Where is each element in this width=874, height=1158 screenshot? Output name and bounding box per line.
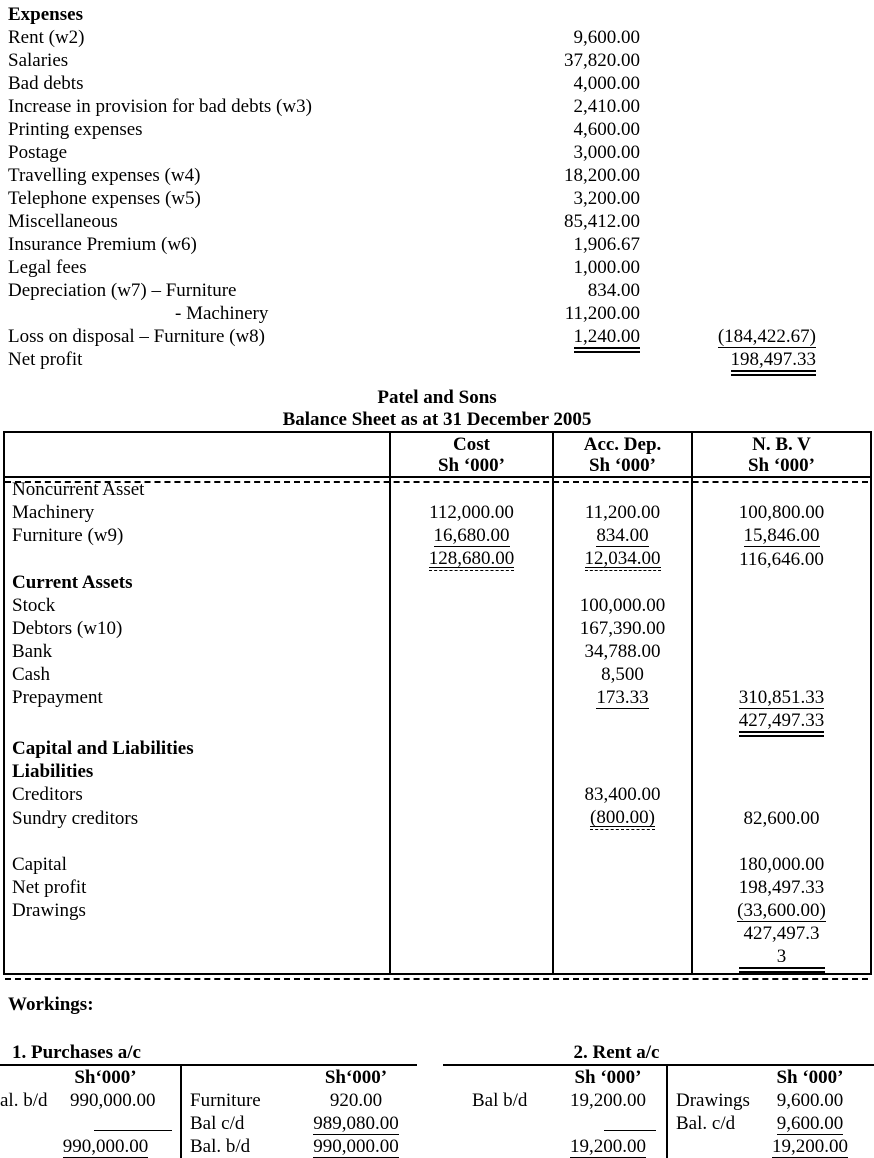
bs-row: [4, 640, 871, 663]
expense-label: Legal fees: [8, 257, 87, 278]
t-account-entry-amount: 990,000.00: [313, 1136, 399, 1158]
bs-value: [692, 640, 871, 663]
bs-value: [390, 501, 553, 524]
t-account-left-side: [443, 1066, 668, 1158]
expense-amount-col2: [640, 256, 822, 279]
t-account-entry-label: Furniture: [190, 1090, 261, 1111]
bs-row: [4, 737, 871, 760]
bs-amount-text: 128,680.00: [428, 548, 515, 569]
bs-value: [692, 783, 871, 806]
bs-row: [4, 760, 871, 783]
expense-amount: 11,200.00: [564, 303, 640, 324]
bs-row: [4, 853, 871, 876]
bs-amount: 3: [739, 946, 825, 973]
balance-sheet-title: Balance Sheet as at 31 December 2005: [282, 409, 592, 430]
bs-col-header-line1: Cost: [453, 433, 490, 455]
bs-amount: 83,400.00: [584, 784, 661, 805]
expense-label: Net profit: [8, 349, 83, 370]
t-account-row: [182, 1089, 417, 1112]
bs-label: Net profit: [12, 877, 87, 898]
bs-label: Stock: [12, 595, 56, 616]
bs-amount: 112,000.00: [429, 502, 514, 523]
bs-label: Liabilities: [12, 761, 94, 782]
bs-value: [692, 547, 871, 571]
bs-label: Prepayment: [12, 687, 103, 708]
bs-row: [4, 617, 871, 640]
bs-amount: 15,846.00: [743, 525, 820, 546]
t-account-entry-label: Bal. b/d: [190, 1136, 251, 1157]
t-account-entry-label: al. b/d: [0, 1090, 48, 1111]
expense-row: [8, 118, 874, 141]
expense-row: [8, 26, 874, 49]
t-account-title-text: 2. Rent a/c: [573, 1042, 660, 1063]
t-account-entry-label: [443, 1135, 472, 1158]
expense-amount: 3,000.00: [573, 142, 640, 163]
t-account-total-rule: [604, 1112, 656, 1131]
bs-value: [692, 945, 871, 974]
expenses-section: [8, 3, 874, 371]
bs-value: [553, 640, 692, 663]
expense-amount-col2: [640, 348, 822, 376]
t-account-title: [0, 1042, 417, 1064]
expense-amount-col1: [460, 210, 640, 233]
bs-label: Machinery: [12, 502, 95, 523]
bs-value: [692, 524, 871, 547]
bs-row: [4, 945, 871, 974]
bs-label: Capital: [12, 854, 67, 875]
expense-amount-col2: [640, 210, 822, 233]
expense-label: Miscellaneous: [8, 211, 118, 232]
t-account-row: [668, 1089, 874, 1112]
t-account-entry-amount: 19,200.00: [570, 1090, 646, 1111]
expense-label: Travelling expenses (w4): [8, 165, 201, 186]
t-account-col-header: Sh‘000’: [74, 1067, 137, 1088]
bs-value: [390, 686, 553, 709]
t-account-right-side: [668, 1066, 874, 1158]
expense-row: [8, 233, 874, 256]
bs-col-header-line1: N. B. V: [752, 433, 811, 455]
expenses-heading: Expenses: [8, 4, 83, 25]
bs-value: [553, 830, 692, 853]
bs-label: [4, 709, 390, 737]
bs-value: [553, 501, 692, 524]
bs-value: [553, 853, 692, 876]
bs-amount: 310,851.33: [738, 687, 825, 708]
expense-label: Salaries: [8, 50, 69, 71]
t-account-row: [0, 1089, 180, 1112]
bs-amount: 167,390.00: [579, 618, 666, 639]
bs-value: [692, 806, 871, 830]
bs-col-header-line2: Sh ‘000’: [588, 454, 657, 476]
expense-label: Bad debts: [8, 73, 84, 94]
bs-value: [553, 783, 692, 806]
bs-row: [4, 571, 871, 594]
t-account: [443, 1042, 874, 1158]
bs-label: Debtors (w10): [12, 618, 123, 639]
expense-amount-col2: [640, 118, 822, 141]
bs-row: [4, 783, 871, 806]
bs-amount: [585, 549, 661, 571]
bs-value: [390, 945, 553, 974]
bs-amount: 100,000.00: [579, 595, 666, 616]
balance-sheet-body: [4, 477, 871, 974]
bs-row: [4, 686, 871, 709]
t-account-amount-box: [552, 1135, 664, 1158]
bs-amount: 180,000.00: [738, 854, 825, 875]
expense-label: Printing expenses: [8, 119, 143, 140]
bs-col-header-line2: Sh ‘000’: [437, 454, 506, 476]
bs-value: [553, 760, 692, 783]
t-account-right-side: [182, 1066, 417, 1158]
t-account-header-row: [0, 1066, 180, 1089]
bs-label: [4, 922, 390, 945]
expense-amount-col1: [460, 118, 640, 141]
t-account-row: [182, 1112, 417, 1135]
bs-row: [4, 663, 871, 686]
expense-row: [8, 279, 874, 302]
bs-value: [390, 899, 553, 922]
t-account-body: [0, 1066, 417, 1158]
t-account-col-header: Sh ‘000’: [574, 1067, 642, 1088]
expense-amount-col1: [460, 164, 640, 187]
bs-value: [390, 783, 553, 806]
t-account-entry-amount: 19,200.00: [570, 1136, 646, 1158]
t-account-row: [443, 1135, 666, 1158]
balance-sheet-title-block: [0, 387, 874, 431]
bs-amount-text: 12,034.00: [584, 548, 661, 569]
bs-row: [4, 922, 871, 945]
expense-amount: 18,200.00: [564, 165, 640, 186]
bs-value: [390, 594, 553, 617]
t-account-header-row: [182, 1066, 417, 1089]
t-account-row: [182, 1135, 417, 1158]
bs-value: [553, 806, 692, 830]
expense-amount-col1: [460, 233, 640, 256]
expense-amount-col2: [640, 187, 822, 210]
t-account-row: [0, 1135, 180, 1158]
bs-value: [390, 806, 553, 830]
t-account-body: [443, 1066, 874, 1158]
bs-label: [4, 945, 390, 974]
t-account-entry-label: Bal c/d: [190, 1113, 245, 1134]
bs-value: [553, 876, 692, 899]
expense-row: [8, 95, 874, 118]
workings-section: [0, 1042, 874, 1158]
bs-value: [553, 571, 692, 594]
t-account-entry-amount: 990,000.00: [63, 1136, 149, 1158]
scan-artifact-dashed-line: [5, 978, 868, 980]
t-account-entry-label: [668, 1135, 676, 1158]
bs-row: [4, 594, 871, 617]
bs-col-header-line2: Sh ‘000’: [747, 454, 816, 476]
t-account-entry-amount: 920.00: [329, 1090, 383, 1111]
bs-amount: 198,497.33: [738, 877, 825, 898]
expense-amount-col1: [460, 49, 640, 72]
t-account-row: [0, 1112, 180, 1135]
expense-amount: 9,600.00: [573, 27, 640, 48]
expense-amount-col2: [640, 279, 822, 302]
bs-label: Current Assets: [12, 572, 133, 593]
bs-label: [4, 830, 390, 853]
expense-amount-col1: [460, 72, 640, 95]
bs-value: [390, 617, 553, 640]
bs-value: [553, 737, 692, 760]
expense-row: [8, 72, 874, 95]
expense-amount: 2,410.00: [573, 96, 640, 117]
bs-value: [553, 617, 692, 640]
expense-amount: 37,820.00: [564, 50, 640, 71]
t-account-row: [443, 1089, 666, 1112]
balance-sheet-table: [3, 431, 872, 975]
bs-value: [553, 686, 692, 709]
bs-row: [4, 501, 871, 524]
expense-amount: 1,000.00: [573, 257, 640, 278]
expense-amount-col1: [460, 348, 640, 376]
t-account-amount-box: [754, 1112, 866, 1135]
t-account-header-row: [443, 1066, 666, 1089]
bs-value: [692, 737, 871, 760]
bs-row: [4, 876, 871, 899]
t-account-row: [443, 1112, 666, 1135]
expense-amount-col2: [640, 141, 822, 164]
bs-value: [390, 640, 553, 663]
expense-row: [8, 164, 874, 187]
bs-value: [390, 663, 553, 686]
expense-amount-col2: [640, 302, 822, 325]
t-account-left-side: [0, 1066, 182, 1158]
t-account-amount-box: [33, 1135, 178, 1158]
bs-amount: 100,800.00: [738, 502, 825, 523]
bs-value: [390, 830, 553, 853]
expense-amount: 4,600.00: [573, 119, 640, 140]
bs-value: [692, 922, 871, 945]
bs-col-header-line1: Acc. Dep.: [583, 433, 662, 455]
bs-label: Furniture (w9): [12, 525, 124, 546]
bs-value: [692, 663, 871, 686]
expense-label: Telephone expenses (w5): [8, 188, 201, 209]
bs-value: [390, 853, 553, 876]
bs-value: [390, 876, 553, 899]
bs-label: Capital and Liabilities: [12, 738, 194, 759]
bs-col-header: [692, 432, 871, 477]
t-account-entry-amount: 19,200.00: [772, 1136, 848, 1158]
t-account-entry-label: Drawings: [676, 1090, 750, 1111]
expense-amount-col2: [640, 72, 822, 95]
bs-value: [692, 686, 871, 709]
bs-value: [390, 524, 553, 547]
t-account-entry-label: Bal. c/d: [676, 1113, 736, 1134]
expenses-rows: [8, 26, 874, 371]
expense-amount-col1: [460, 95, 640, 118]
t-account-amount-box: [754, 1135, 866, 1158]
expense-amount: 4,000.00: [573, 73, 640, 94]
bs-value: [553, 709, 692, 737]
bs-amount: 82,600.00: [743, 807, 820, 829]
expense-row: [8, 302, 874, 325]
t-account-header-row: [668, 1066, 874, 1089]
bs-amount: (33,600.00): [737, 900, 826, 921]
bs-amount-text: (800.00): [590, 807, 655, 828]
bs-value: [692, 899, 871, 922]
bs-value: [553, 547, 692, 571]
expense-label: Increase in provision for bad debts (w3): [8, 96, 312, 117]
expense-amount-col2: [640, 164, 822, 187]
expense-row: [8, 210, 874, 233]
expense-label: Rent (w2): [8, 27, 85, 48]
bs-value: [692, 830, 871, 853]
bs-col-header: [553, 432, 692, 477]
bs-amount: 173.33: [596, 687, 649, 708]
bs-row: [4, 524, 871, 547]
t-account-entry-label: Bal b/d: [472, 1090, 528, 1111]
expense-label: - Machinery: [175, 303, 269, 324]
t-account-title: [443, 1042, 874, 1064]
bs-label: [4, 547, 390, 571]
bs-value: [390, 571, 553, 594]
t-account-amount-box: [552, 1089, 664, 1112]
t-account-col-header: Sh ‘000’: [776, 1067, 844, 1088]
expense-amount: 85,412.00: [564, 211, 640, 232]
expense-row: [8, 325, 874, 348]
bs-row: [4, 709, 871, 737]
t-account-amount-box: [48, 1089, 179, 1112]
bs-value: [553, 594, 692, 617]
bs-value: [553, 899, 692, 922]
bs-value: [553, 663, 692, 686]
bs-value: [692, 853, 871, 876]
bs-value: [390, 709, 553, 737]
t-account-entry-amount: 989,080.00: [313, 1113, 399, 1134]
bs-row: [4, 547, 871, 571]
t-account-title-text: 1. Purchases a/c: [12, 1042, 141, 1063]
bs-amount: 8,500: [601, 664, 644, 685]
bs-amount: 834.00: [596, 525, 649, 546]
expense-amount: 1,240.00: [574, 326, 641, 353]
bs-label: Drawings: [12, 900, 86, 921]
bs-label: Creditors: [12, 784, 83, 805]
bs-amount: 34,788.00: [584, 641, 661, 662]
bs-amount: [590, 808, 655, 830]
t-account-row: [668, 1135, 874, 1158]
bs-amount: 116,646.00: [739, 548, 824, 570]
balance-sheet-section: [3, 431, 870, 975]
bs-row: [4, 806, 871, 830]
bs-value: [692, 594, 871, 617]
bs-value: [692, 876, 871, 899]
t-account-amount-box: [295, 1112, 417, 1135]
expense-amount-col1: [460, 279, 640, 302]
expense-amount-col1: [460, 26, 640, 49]
bs-label: Noncurrent Asset: [12, 479, 145, 500]
balance-sheet-header-row: [4, 432, 871, 477]
expense-row: [8, 141, 874, 164]
t-account-amount-box: [295, 1135, 417, 1158]
bs-value: [390, 922, 553, 945]
expense-amount-col1: [460, 141, 640, 164]
expense-amount-col2: [640, 26, 822, 49]
bs-amount: [429, 549, 515, 571]
bs-label: Cash: [12, 664, 50, 685]
workings-heading: Workings:: [8, 994, 94, 1015]
expense-label: Loss on disposal – Furniture (w8): [8, 326, 266, 347]
scan-artifact-dashed-line: [5, 481, 868, 483]
bs-value: [390, 760, 553, 783]
bs-label: Sundry creditors: [12, 807, 139, 829]
expense-amount-col1: [460, 256, 640, 279]
expense-row: [8, 49, 874, 72]
t-account-col-header: Sh‘000’: [324, 1067, 388, 1088]
bs-value: [692, 617, 871, 640]
expense-amount: (184,422.67): [717, 326, 816, 347]
expense-amount-col1: [460, 302, 640, 325]
bs-value: [553, 524, 692, 547]
expense-row: [8, 348, 874, 371]
bs-value: [692, 709, 871, 737]
t-account-amount-box: [295, 1089, 417, 1112]
bs-value: [390, 737, 553, 760]
expense-row: [8, 256, 874, 279]
bs-row: [4, 830, 871, 853]
t-account-entry-amount: 990,000.00: [70, 1090, 156, 1111]
bs-label: Bank: [12, 641, 53, 662]
bs-amount: 16,680.00: [433, 525, 510, 546]
expense-label: Depreciation (w7) – Furniture: [8, 280, 237, 301]
expense-amount-col2: [640, 95, 822, 118]
bs-value: [553, 945, 692, 974]
bs-value: [692, 571, 871, 594]
t-account: [0, 1042, 417, 1158]
bs-amount: 427,497.3: [743, 923, 820, 944]
bs-value: [390, 547, 553, 571]
expense-amount-col2: [640, 49, 822, 72]
bs-value: [692, 501, 871, 524]
expense-amount: 1,906.67: [573, 234, 640, 255]
bs-amount: 427,497.33: [739, 710, 825, 737]
bs-value: [553, 922, 692, 945]
expense-amount: 3,200.00: [573, 188, 640, 209]
expense-amount: 834.00: [587, 280, 640, 301]
bs-amount: 11,200.00: [584, 502, 661, 523]
expense-label: Insurance Premium (w6): [8, 234, 197, 255]
company-name: Patel and Sons: [377, 387, 497, 408]
expense-amount-col1: [460, 187, 640, 210]
t-account-entry-amount: 9,600.00: [776, 1090, 844, 1111]
t-account-row: [668, 1112, 874, 1135]
expense-label: Postage: [8, 142, 68, 163]
bs-row: [4, 899, 871, 922]
t-account-amount-box: [754, 1089, 866, 1112]
expense-row: [8, 187, 874, 210]
t-account-entry-amount: 9,600.00: [776, 1113, 844, 1134]
bs-col-header: [4, 432, 390, 477]
expense-amount-col2: [640, 233, 822, 256]
t-account-total-rule: [94, 1112, 172, 1131]
bs-col-header: [390, 432, 553, 477]
bs-value: [692, 760, 871, 783]
expense-amount: 198,497.33: [731, 349, 817, 376]
